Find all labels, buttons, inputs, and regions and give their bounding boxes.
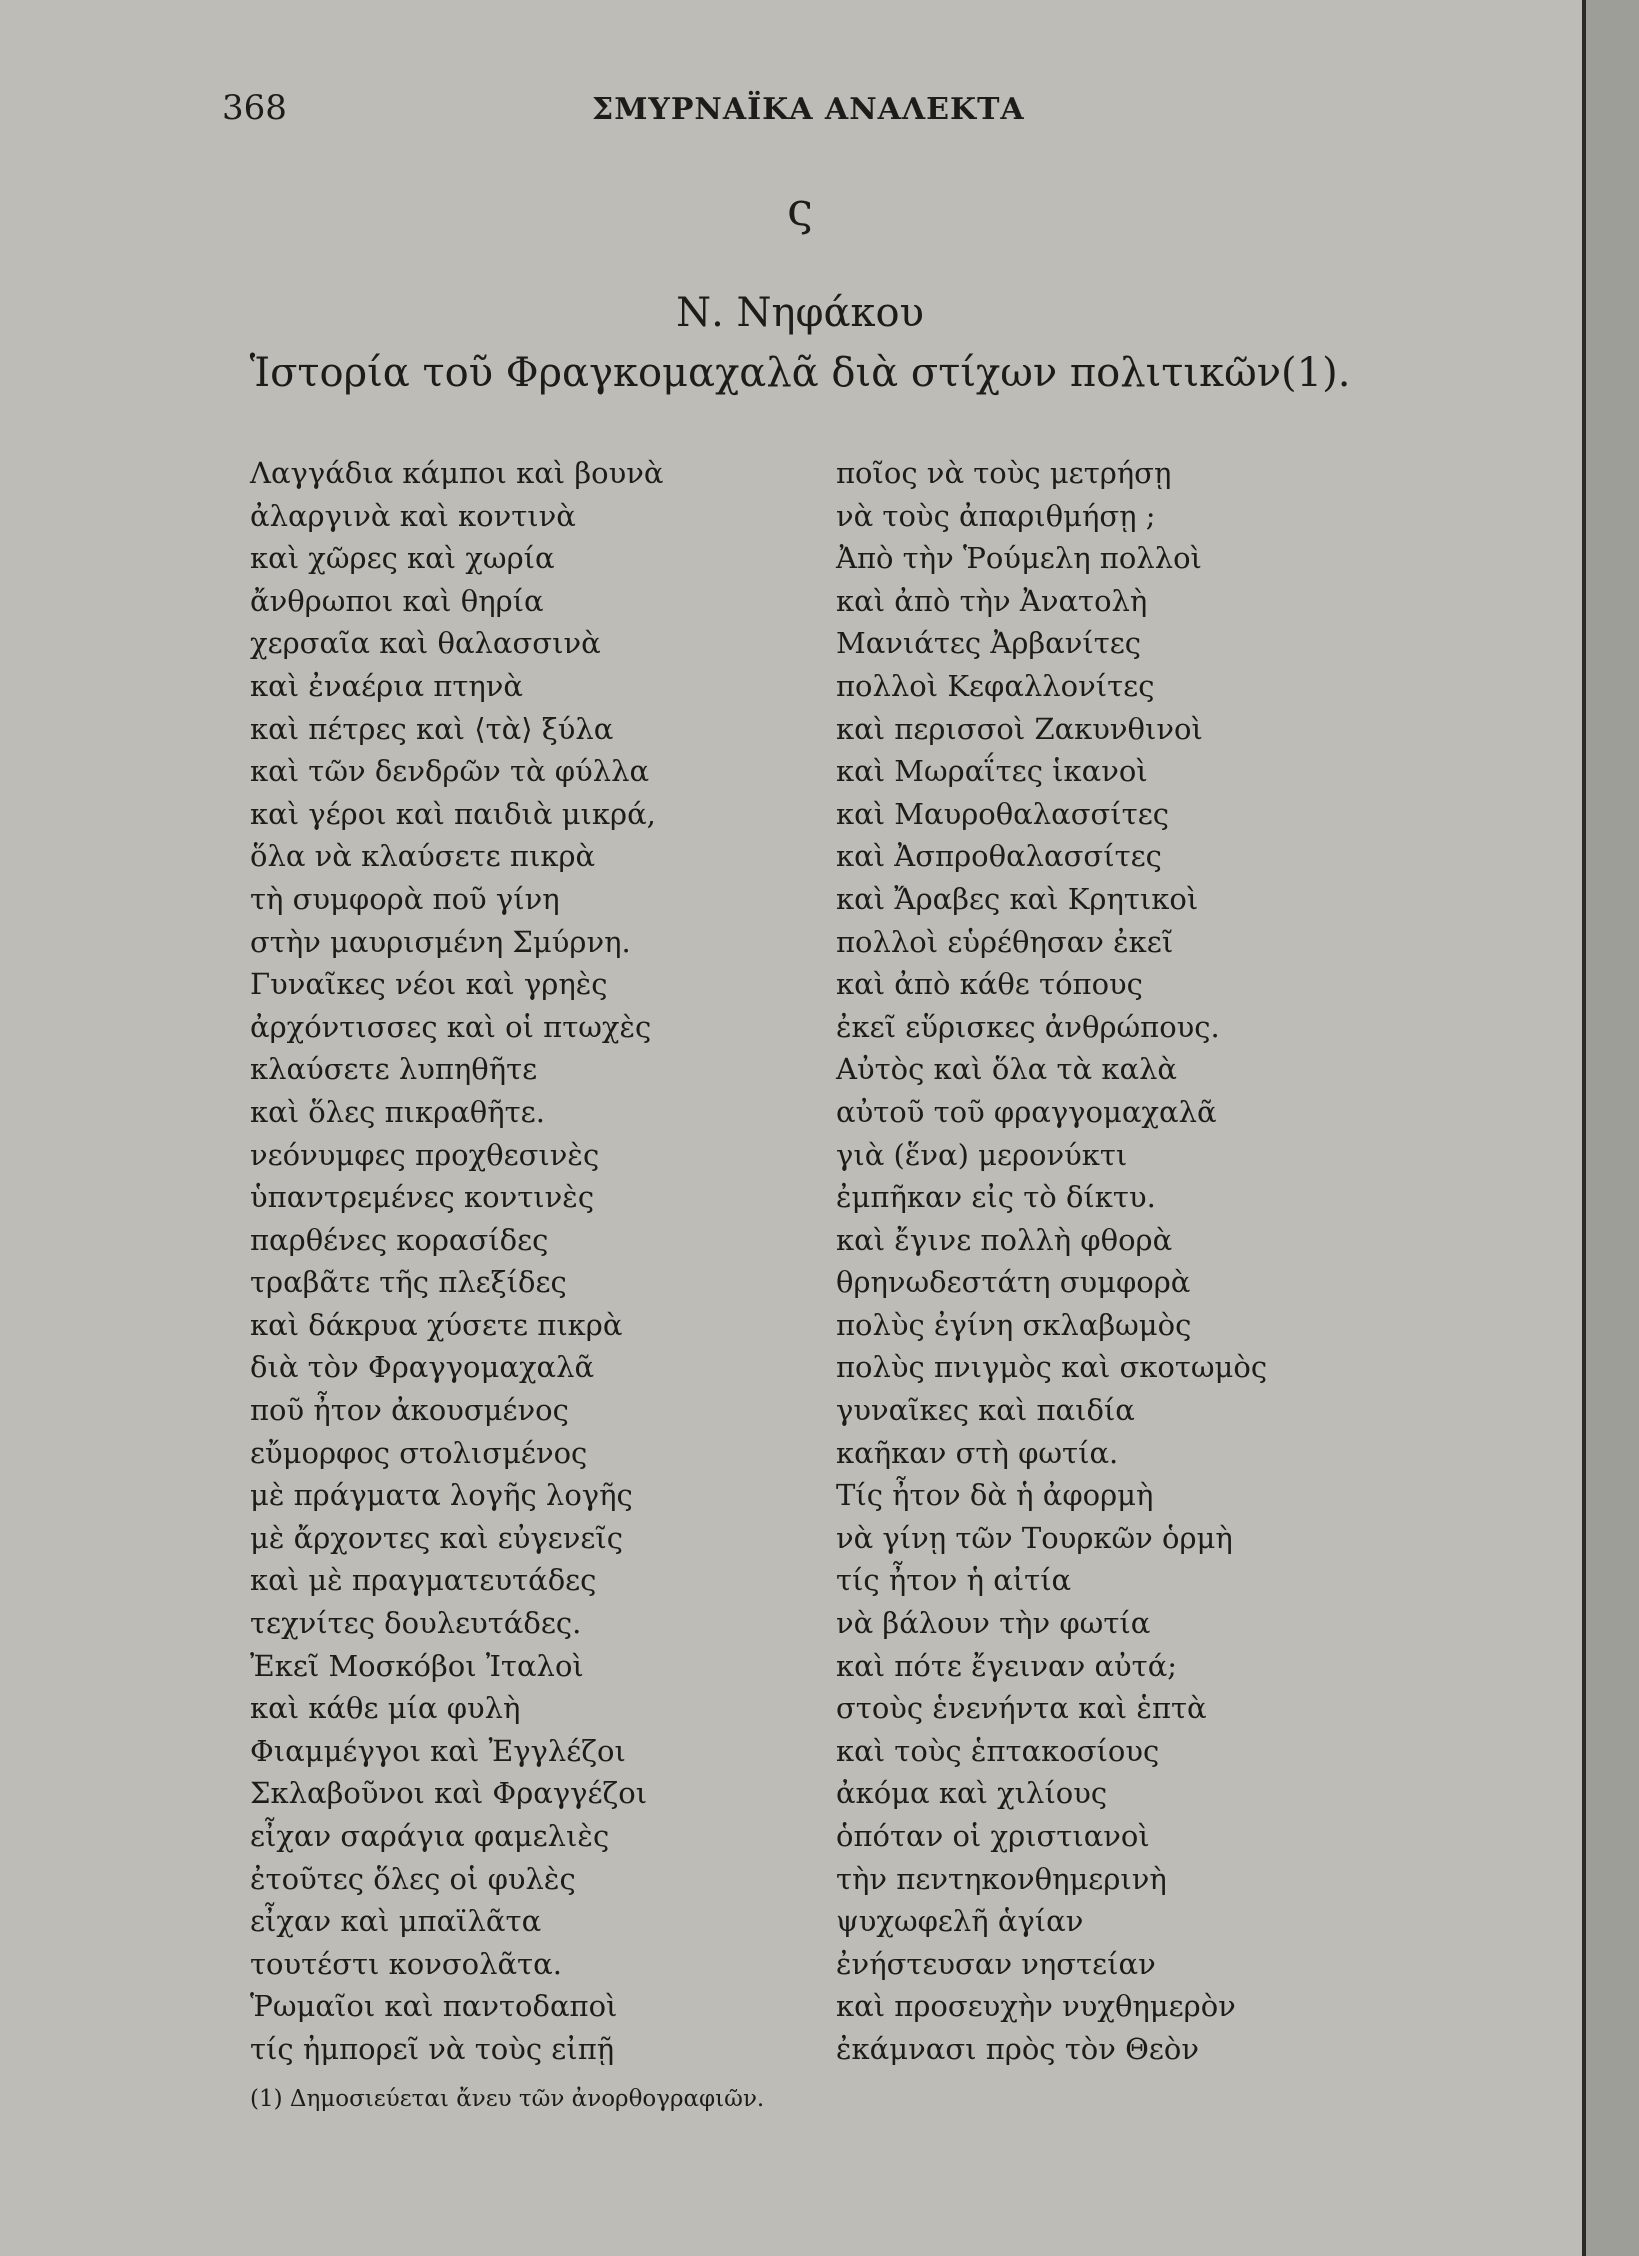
poem-line: καὶ Μαυροθαλασσίτες [836, 796, 1169, 831]
poem-line: καὶ δάκρυα χύσετε πικρὰ [250, 1307, 623, 1342]
poem-line: καὶ ὅλες πικραθῆτε. [250, 1094, 545, 1129]
poem-line: Ἐκεῖ Μοσκόβοι Ἰταλοὶ [250, 1648, 584, 1683]
poem-line: ποῖος νὰ τοὺς μετρήσῃ [836, 456, 1172, 490]
poem-line: Τίς ἦτον δὰ ἡ ἀφορμὴ [836, 1478, 1154, 1513]
poem-line: εἶχαν σαράγια φαμελιὲς [250, 1819, 610, 1853]
poem-line: τίς ἦτον ἡ αἰτία [836, 1563, 1072, 1598]
page-gutter [1582, 0, 1639, 2256]
poem-line: καὶ περισσοὶ Ζακυνθινοὶ [836, 711, 1203, 746]
poem-line: ἄνθρωποι καὶ θηρία [250, 583, 544, 618]
poem-line: καὶ τοὺς ἑπτακοσίους [836, 1733, 1160, 1768]
poem-line: τὴν πεντηκονθημερινὴ [836, 1861, 1167, 1896]
poem-line: γιὰ (ἕνα) μερονύκτι [836, 1137, 1128, 1172]
poem-line: στὴν μαυρισμένη Σμύρνη. [250, 924, 631, 959]
poem-line: καὶ κάθε μία φυλὴ [250, 1691, 521, 1726]
poem-line: καὶ προσευχὴν νυχθημερὸν [836, 1989, 1236, 2024]
poem-line: ἀκόμα καὶ χιλίους [836, 1776, 1108, 1811]
poem-line: τραβᾶτε τῆς πλεξίδες [250, 1265, 567, 1300]
poem-line: νὰ τοὺς ἀπαριθμήσῃ ; [836, 498, 1156, 533]
poem-line: καὶ ἐναέρια πτηνὰ [250, 668, 524, 703]
poem-line: πολὺς ἐγίνη σκλαβωμὸς [836, 1307, 1192, 1342]
poem-line: καὶ χῶρες καὶ χωρία [250, 541, 555, 576]
poem-line: τίς ἠμπορεῖ νὰ τοὺς εἰπῇ [250, 2031, 615, 2066]
poem-line: καὶ ἀπὸ κάθε τόπους [836, 967, 1143, 1002]
poem-line: Γυναῖκες νέοι καὶ γρηὲς [250, 967, 608, 1002]
poem-line: αὐτοῦ τοῦ φραγγομαχαλᾶ [836, 1094, 1217, 1129]
page-number: 368 [222, 88, 287, 128]
poem-line: Σκλαβοῦνοι καὶ Φραγγέζοι [250, 1776, 648, 1811]
poem-line: καὶ πότε ἔγειναν αὐτά; [836, 1648, 1178, 1683]
poem-line: καὶ Ἀσπροθαλασσίτες [836, 839, 1162, 874]
author-line: Ν. Νηφάκου [676, 290, 924, 336]
poem-line: στοὺς ἑνενήντα καὶ ἑπτὰ [836, 1691, 1207, 1726]
poem-line: ὑπαντρεμένες κοντινὲς [250, 1180, 595, 1215]
footnote: (1) Δημοσιεύεται ἄνευ τῶν ἀνορθογραφιῶν. [250, 2086, 765, 2112]
poem-line: καὶ Ἄραβες καὶ Κρητικοὶ [836, 881, 1199, 916]
poem-title: Ἱστορία τοῦ Φραγκομαχαλᾶ διὰ στίχων πολιτικῶν(1). [249, 350, 1351, 396]
poem-line: μὲ πράγματα λογῆς λογῆς [250, 1478, 633, 1513]
poem-line: παρθένες κορασίδες [250, 1222, 549, 1257]
poem-line: τουτέστι κονσολᾶτα. [250, 1946, 562, 1981]
poem-line: ἐνήστευσαν νηστείαν [836, 1946, 1156, 1981]
poem-line: κλαύσετε λυπηθῆτε [250, 1052, 538, 1087]
poem-column-left [250, 452, 850, 2071]
poem-line: πολὺς πνιγμὸς καὶ σκοτωμὸς [836, 1350, 1268, 1385]
poem-line: καὶ Μωραΐτες ἱκανοὶ [836, 754, 1148, 789]
poem-line: ἀρχόντισσες καὶ οἱ πτωχὲς [250, 1009, 652, 1044]
poem-line: καὶ ἔγινε πολλὴ φθορὰ [836, 1222, 1173, 1257]
poem-line: μὲ ἄρχοντες καὶ εὐγενεῖς [250, 1520, 624, 1555]
poem-line: πολλοὶ Κεφαλλονίτες [836, 668, 1155, 703]
poem-line: νὰ βάλουν τὴν φωτία [836, 1606, 1151, 1641]
poem-line: Ῥωμαῖοι καὶ παντοδαποὶ [250, 1989, 618, 2024]
poem-line: καὶ μὲ πραγματευτάδες [250, 1563, 597, 1598]
poem-line: πολλοὶ εὑρέθησαν ἐκεῖ [836, 924, 1174, 959]
poem-line: τὴ συμφορὰ ποῦ γίνη [250, 881, 560, 916]
poem-line: Λαγγάδια κάμποι καὶ βουνὰ [250, 456, 664, 490]
poem-line: νὰ γίνῃ τῶν Τουρκῶν ὁρμὴ [836, 1520, 1233, 1555]
poem-line: ἀλαργινὰ καὶ κοντινὰ [250, 498, 576, 533]
poem-line: ποῦ ἦτον ἀκουσμένος [250, 1393, 569, 1428]
poem-line: Ἀπὸ τὴν Ῥούμελη πολλοὶ [836, 541, 1202, 576]
running-title: ΣΜΥΡΝΑΪΚΑ ΑΝΑΛΕΚΤΑ [592, 92, 1025, 127]
poem-line: καὶ τῶν δενδρῶν τὰ φύλλα [250, 754, 650, 789]
poem-line: καὶ πέτρες καὶ ⟨τὰ⟩ ξύλα [250, 711, 614, 746]
poem-line: ψυχωφελῆ ἁγίαν [836, 1904, 1084, 1939]
section-mark: ς [787, 182, 813, 236]
poem-line: καὶ γέροι καὶ παιδιὰ μικρά, [250, 796, 656, 831]
poem-line: γυναῖκες καὶ παιδία [836, 1393, 1135, 1428]
poem-line: διὰ τὸν Φραγγομαχαλᾶ [250, 1350, 595, 1385]
poem-line: Φιαμμέγγοι καὶ Ἐγγλέζοι [250, 1733, 626, 1768]
poem-column-right [836, 452, 1436, 2071]
poem-line: θρηνωδεστάτη συμφορὰ [836, 1265, 1191, 1300]
poem-line: Αὐτὸς καὶ ὅλα τὰ καλὰ [836, 1052, 1177, 1087]
poem-line: ὅλα νὰ κλαύσετε πικρὰ [250, 839, 596, 874]
poem-line: χερσαῖα καὶ θαλασσινὰ [250, 626, 601, 661]
poem-line: ἐκεῖ εὕρισκες ἀνθρώπους. [836, 1009, 1220, 1044]
poem-line: ἐμπῆκαν εἰς τὸ δίκτυ. [836, 1180, 1156, 1215]
poem-line: ἐτοῦτες ὅλες οἱ φυλὲς [250, 1861, 576, 1896]
page-header [222, 88, 1122, 138]
poem-line: ἐκάμνασι πρὸς τὸν Θεὸν [836, 2031, 1199, 2066]
poem-line: καῆκαν στὴ φωτία. [836, 1435, 1119, 1470]
poem-line: τεχνίτες δουλευτάδες. [250, 1606, 582, 1641]
poem-line: Μανιάτες Ἀρβανίτες [836, 626, 1142, 661]
poem-line: εἶχαν καὶ μπαϊλᾶτα [250, 1904, 542, 1939]
poem-line: εὔμορφος στολισμένος [250, 1435, 588, 1470]
poem-line: ὁπόταν οἱ χριστιανοὶ [836, 1819, 1150, 1853]
poem-line: καὶ ἀπὸ τὴν Ἀνατολὴ [836, 583, 1148, 618]
poem-line: νεόνυμφες προχθεσινὲς [250, 1137, 600, 1172]
